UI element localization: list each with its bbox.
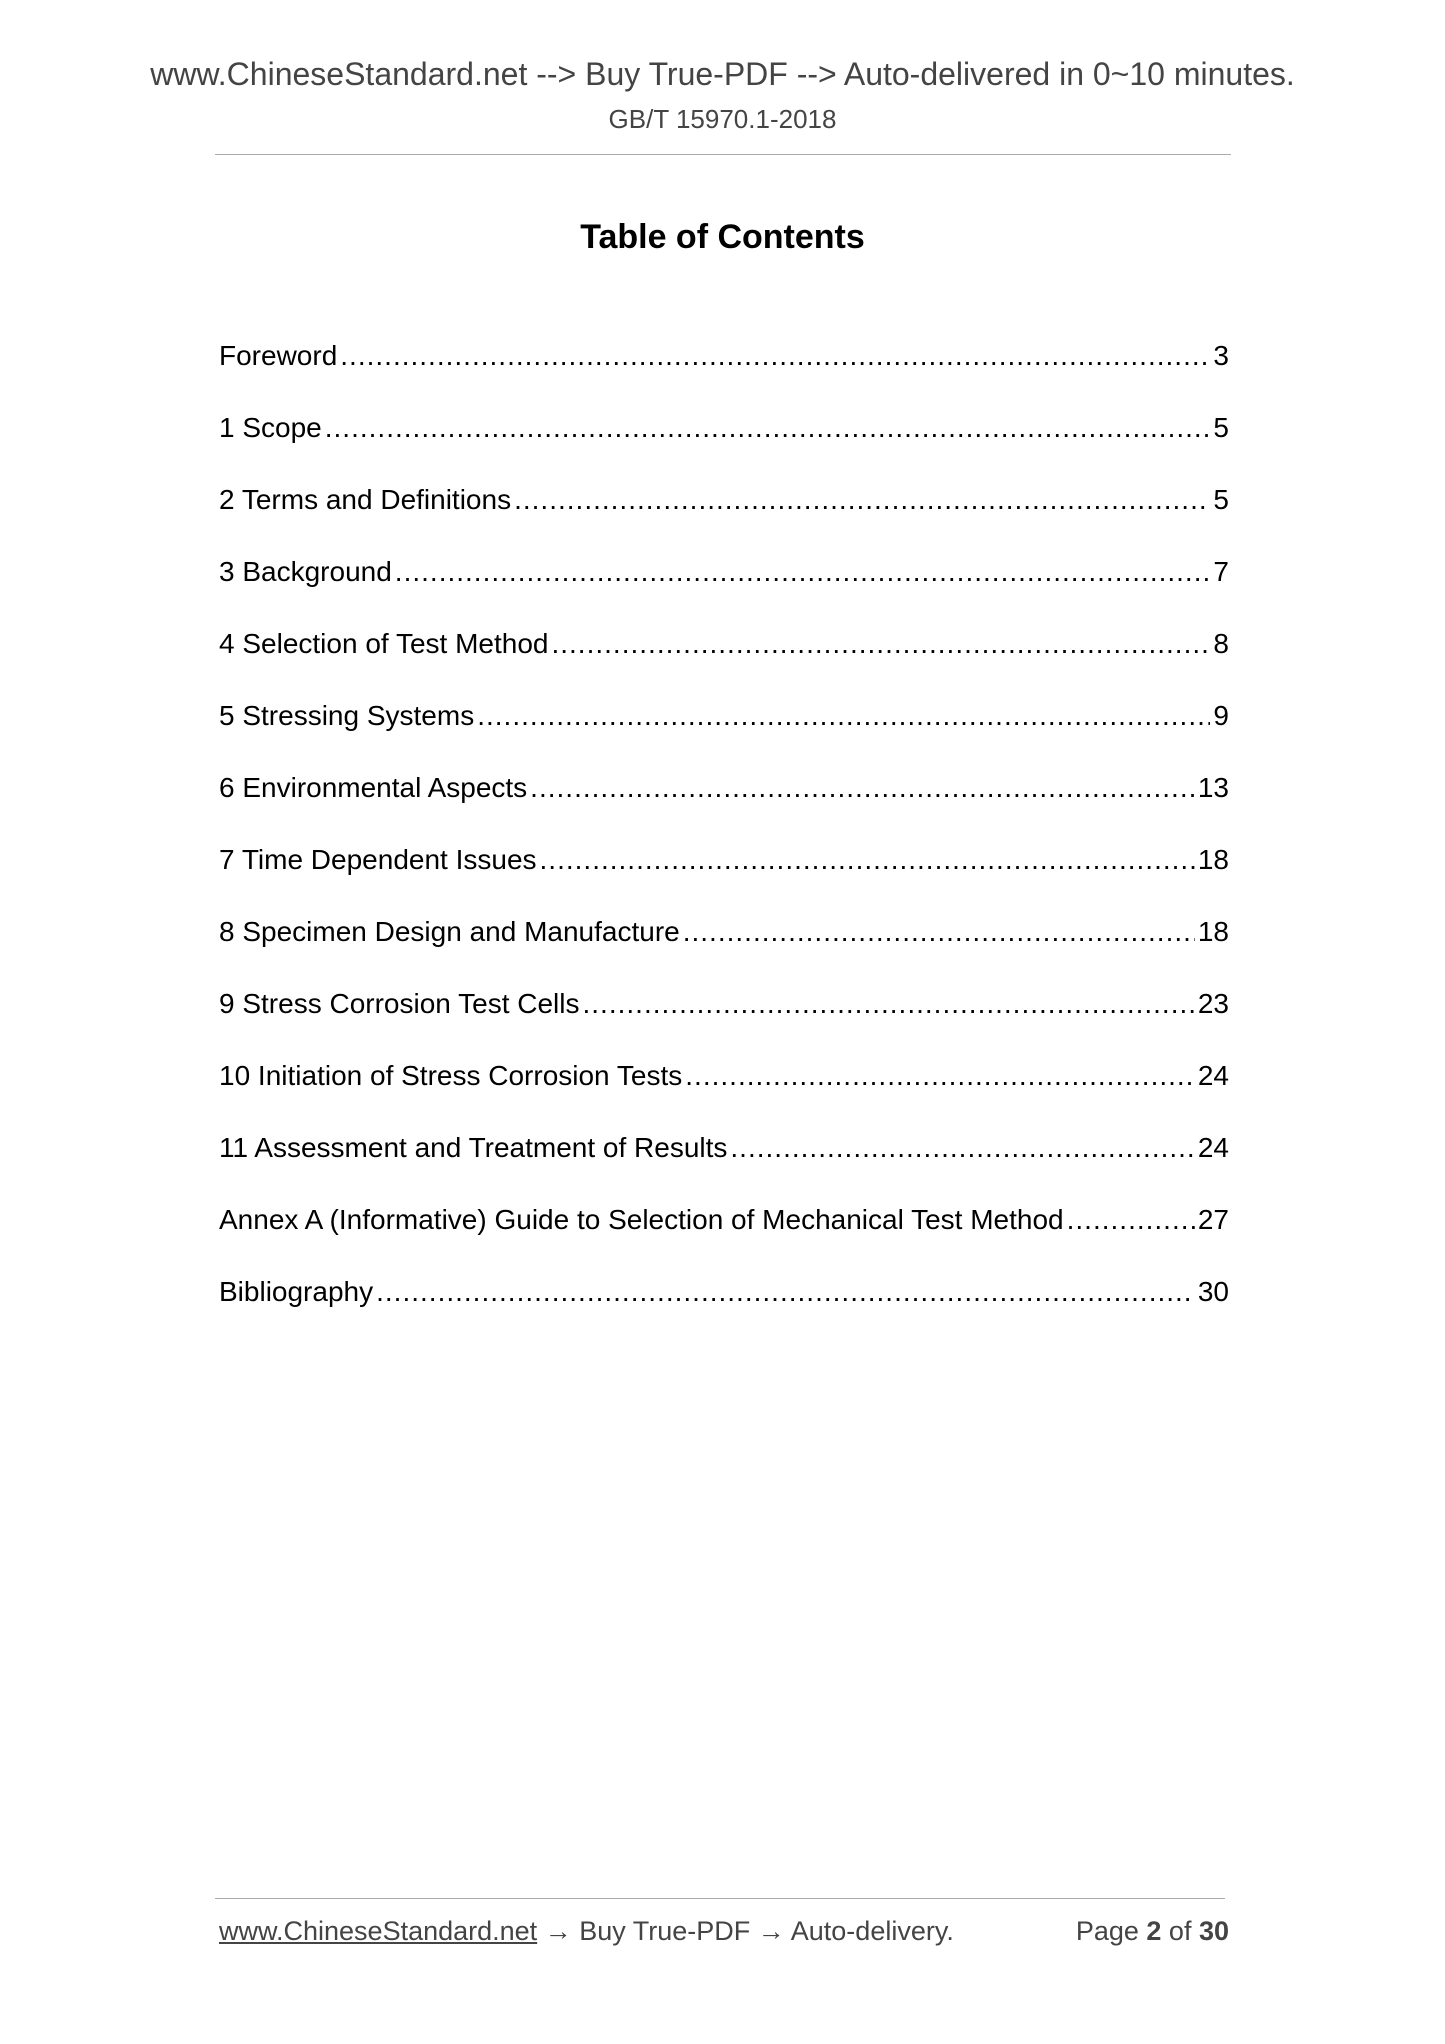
dot-leader [730,1128,1194,1168]
toc-list [219,336,1229,1344]
toc-item-environmental[interactable] [219,768,1229,840]
toc-item-label: 5 Stressing Systems [219,700,475,731]
toc-item-bibliography[interactable] [219,1272,1229,1344]
toc-item-page: 24 [1197,1132,1229,1163]
toc-item-page: 5 [1213,484,1229,515]
header-banner: www.ChineseStandard.net --> Buy True-PDF --> Auto-delivered in 0~10 minutes. [150,56,1295,92]
toc-item-background[interactable] [219,552,1229,624]
toc-item-page: 18 [1197,844,1229,875]
toc-item-stressing-systems[interactable] [219,696,1229,768]
footer-promo [219,1916,954,1947]
footer-site-link[interactable]: www.ChineseStandard.net [219,1916,538,1946]
page-number [1076,1916,1229,1947]
toc-item-label: 1 Scope [219,412,322,443]
toc-item-label: 10 Initiation of Stress Corrosion Tests [219,1060,683,1091]
toc-item-foreword[interactable] [219,336,1229,408]
dot-leader [395,552,1211,592]
dot-leader [683,912,1195,952]
toc-item-scope[interactable] [219,408,1229,480]
dot-leader [530,768,1195,808]
toc-item-page: 30 [1197,1276,1229,1307]
dot-leader [551,624,1210,664]
footer-divider [215,1898,1225,1899]
toc-item-page: 13 [1197,772,1229,803]
toc-item-label: 6 Environmental Aspects [219,772,528,803]
toc-item-label: 9 Stress Corrosion Test Cells [219,988,580,1019]
toc-item-label: Foreword [219,340,338,371]
toc-item-label: 7 Time Dependent Issues [219,844,537,875]
toc-item-label: 4 Selection of Test Method [219,628,549,659]
toc-item-label: Annex A (Informative) Guide to Selection of Mechanical Test Method [219,1204,1064,1235]
dot-leader [325,408,1211,448]
toc-item-page: 8 [1213,628,1229,659]
toc-item-page: 24 [1197,1060,1229,1091]
toc-item-specimen-design[interactable] [219,912,1229,984]
dot-leader [685,1056,1195,1096]
dot-leader [583,984,1195,1024]
arrow-right-icon: → [750,1916,791,1946]
dot-leader [477,696,1210,736]
toc-item-label: Bibliography [219,1276,374,1307]
toc-item-page: 23 [1197,988,1229,1019]
toc-item-annex-a[interactable] [219,1200,1229,1272]
toc-item-page: 5 [1213,412,1229,443]
toc-item-label: 11 Assessment and Treatment of Results [219,1132,728,1163]
header-divider [215,154,1231,155]
document-code: GB/T 15970.1-2018 [608,104,837,134]
page-word: Page [1075,1916,1147,1946]
toc-item-page: 9 [1213,700,1229,731]
footer-buy-text: Buy True-PDF [579,1916,751,1946]
toc-item-time-dependent[interactable] [219,840,1229,912]
dot-leader [340,336,1210,376]
toc-item-label: 3 Background [219,556,392,587]
toc-item-label: 8 Specimen Design and Manufacture [219,916,680,947]
toc-item-page: 18 [1197,916,1229,947]
toc-item-test-cells[interactable] [219,984,1229,1056]
current-page: 2 [1146,1916,1162,1946]
toc-item-page: 27 [1197,1204,1229,1235]
dot-leader [514,480,1210,520]
toc-item-terms[interactable] [219,480,1229,552]
page-title: Table of Contents [580,218,865,256]
dot-leader [540,840,1195,880]
arrow-right-icon: → [537,1916,580,1946]
of-word: of [1161,1916,1199,1946]
total-pages: 30 [1198,1916,1229,1946]
toc-item-assessment[interactable] [219,1128,1229,1200]
toc-item-label: 2 Terms and Definitions [219,484,512,515]
toc-item-page: 3 [1213,340,1229,371]
toc-item-initiation[interactable] [219,1056,1229,1128]
dot-leader [376,1272,1195,1312]
footer-delivery-text: Auto-delivery. [790,1916,954,1946]
toc-item-test-method[interactable] [219,624,1229,696]
dot-leader [1067,1200,1195,1240]
toc-item-page: 7 [1213,556,1229,587]
